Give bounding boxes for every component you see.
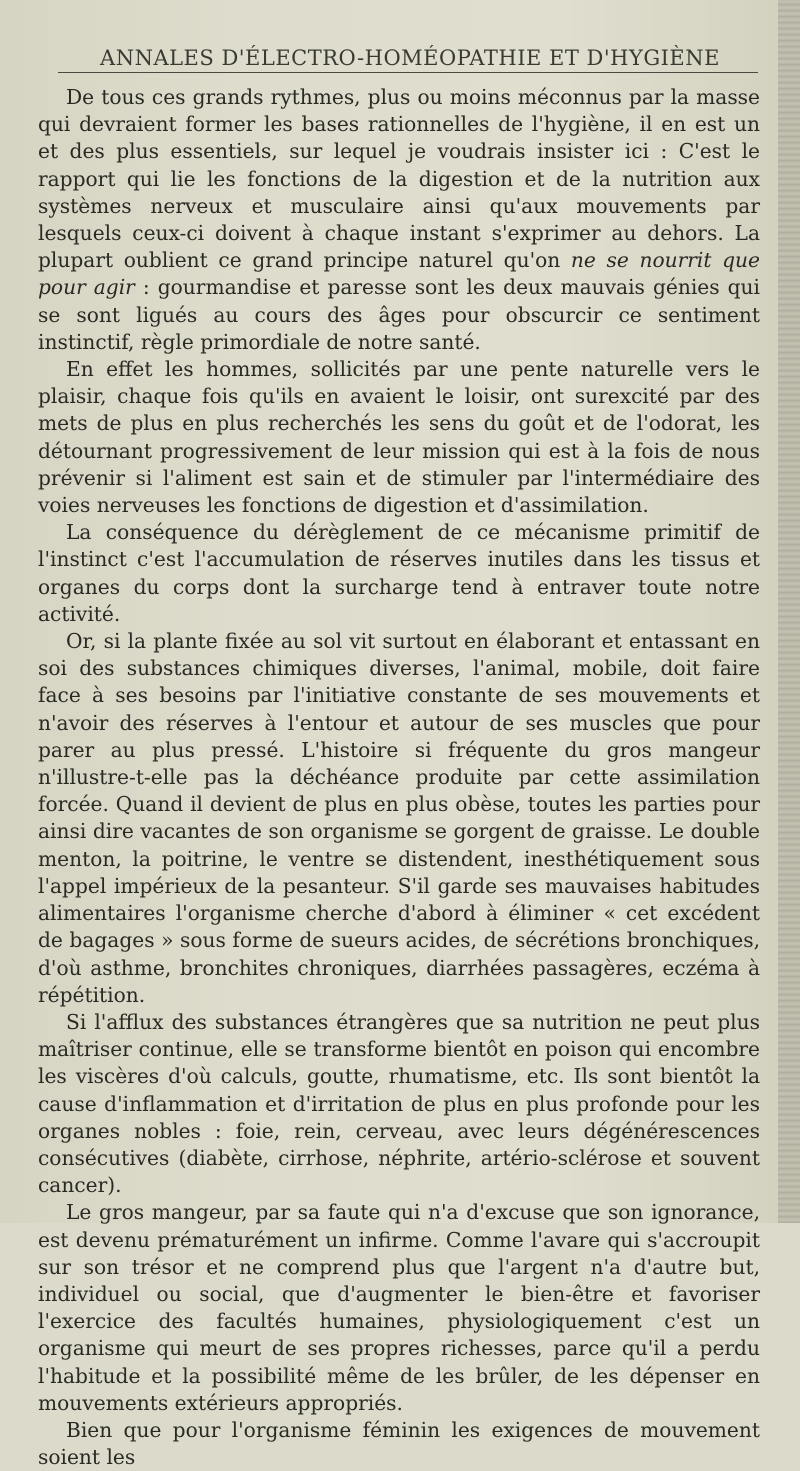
paragraph: Bien que pour l'organisme féminin les exigences de mouvement soient les (38, 1417, 760, 1470)
paragraph: Or, si la plante fixée au sol vit surtout en élaborant et entassant en soi des substances chimiques diverses, l'animal, mobile, doit faire face à ses besoins par l'initiative constante de ses mouvements et n'avoir des réserves à l'entour et autour de ses muscles que pour parer au plus pressé. L'histoire si fréquente du gros mangeur n'illustre-t-elle pas la déchéance produite par cette assimilation forcée. Quand il devient de plus en plus obèse, toutes les parties pour ainsi dire vacantes de son organisme se gorgent de graisse. Le double menton, la poitrine, le ventre se distendent, inesthétiquement sous l'appel impérieux de la pesanteur. S'il garde ses mauvaises habitudes alimentaires l'organisme cherche d'abord à éliminer « cet excédent de bagages » sous forme de sueurs acides, de sécrétions bronchiques, d'où asthme, bronchites chroniques, diarrhées passagères, eczéma à répétition. (38, 629, 760, 1007)
paragraph: La conséquence du dérèglement de ce mécanisme primitif de l'instinct c'est l'accumulation de réserves inutiles dans les tissus et organes du corps dont la surcharge tend à entraver toute notre activité. (38, 520, 760, 626)
running-header (60, 28, 760, 68)
page-edge-shadow (778, 0, 800, 1223)
paragraph: Le gros mangeur, par sa faute qui n'a d'excuse que son ignorance, est devenu prématurément un infirme. Comme l'avare qui s'accroupit sur son trésor et ne comprend plus que l'argent n'a d'autre but, individuel ou social, que d'augmenter le bien-être et favoriser l'exercice des facultés humaines, physiologiquement c'est un organisme qui meurt de ses propres richesses, parce qu'il a perdu l'habitude et la possibilité même de les brûler, de les dépenser en mouvements extérieurs appropriés. (38, 1200, 760, 1415)
emphasis: ne se nourrit que pour agir (38, 248, 760, 300)
article-body (38, 84, 760, 1471)
paragraph: En effet les hommes, sollicités par une pente naturelle vers le plaisir, chaque fois qu'ils en avaient le loisir, ont surexcité par des mets de plus en plus recherchés les sens du goût et de l'odorat, les détournant progressivement de leur mission qui est à la fois de nous prévenir si l'aliment est sain et de stimuler par l'intermédiaire des voies nerveuses les fonctions de digestion et d'assimilation. (38, 357, 760, 518)
header-rule (58, 72, 758, 73)
paragraph: Si l'afflux des substances étrangères que sa nutrition ne peut plus maîtriser continue, elle se transforme bientôt en poison qui encombre les viscères d'où calculs, goutte, rhumatisme, etc. Ils sont bientôt la cause d'inflammation et d'irritation de plus en plus profonde pour les organes nobles : foie, rein, cerveau, avec leurs dégénérescences consécutives (diabète, cirrhose, néphrite, artério-sclérose et souvent cancer). (38, 1009, 760, 1198)
journal-title: ANNALES D'ÉLECTRO-HOMÉOPATHIE ET D'HYGIÈNE (100, 46, 720, 70)
paragraph: De tous ces grands rythmes, plus ou moins méconnus par la masse qui devraient former les bases rationnelles de l'hygiène, il en est un et des plus essentiels, sur lequel je voudrais insister ici : C'est le rapport qui lie les fonctions de la digestion et de la nutrition aux systèmes nerveux et musculaire ainsi qu'aux mouvements par lesquels ceux-ci doivent à chaque instant s'exprimer au dehors. La plupart oublient ce grand principe naturel qu'on ne se nourrit que pour agir : gourmandise et paresse sont les deux mauvais génies qui se sont ligués au cours des âges pour obscurcir ce sentiment instinctif, règle primordiale de notre santé. (38, 85, 760, 354)
